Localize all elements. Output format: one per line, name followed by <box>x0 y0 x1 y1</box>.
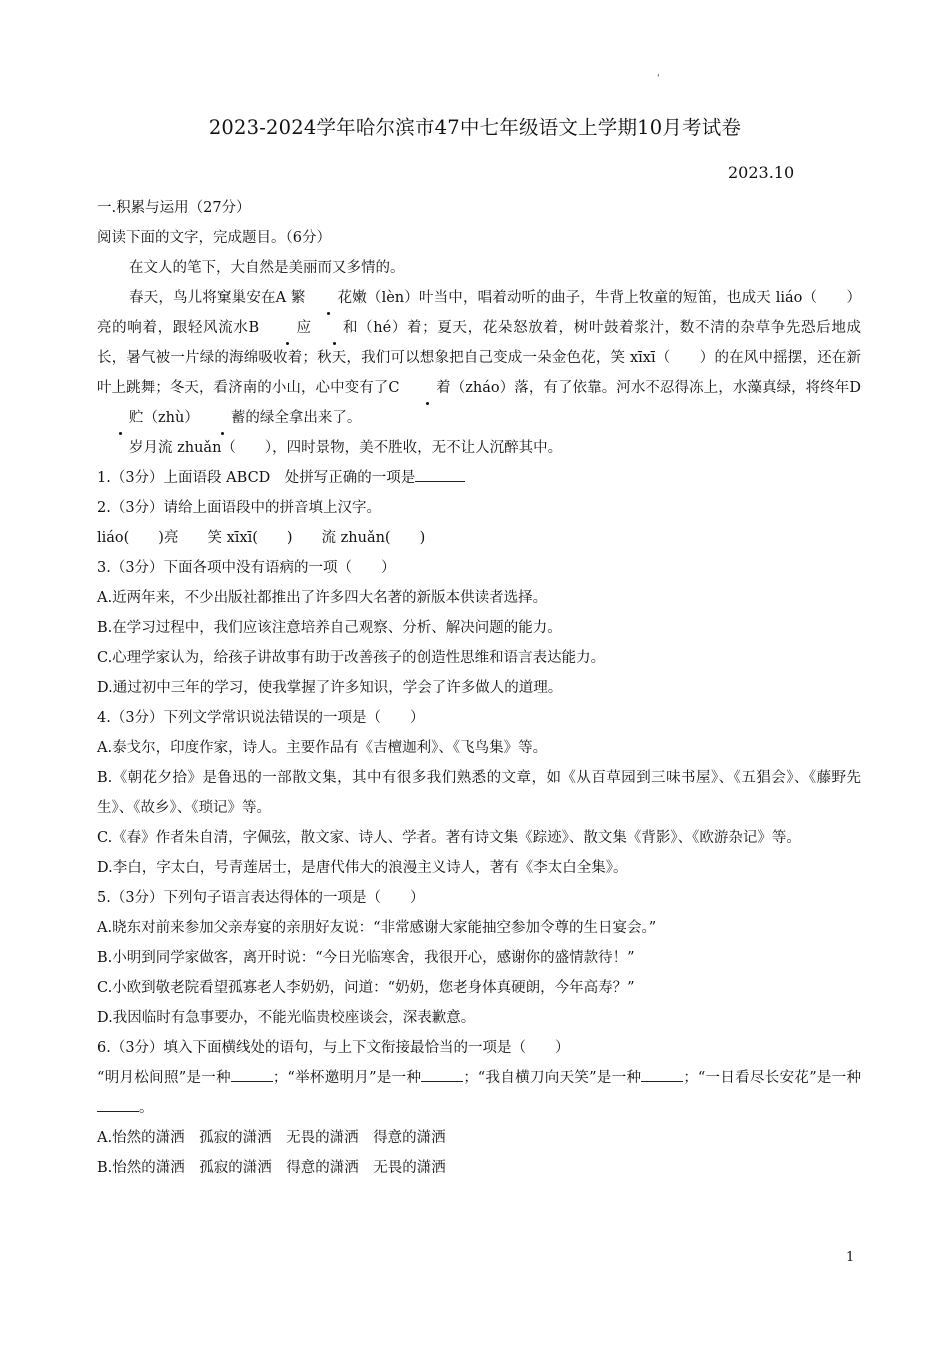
sentence-text: “明月松间照”是一种 <box>97 1070 231 1086</box>
question-4-option-b: B.《朝花夕拾》是鲁迅的一部散文集，其中有很多我们熟悉的文章，如《从百草园到三味书屋》、《五猖会》、《藤野先生》、《故乡》、《琐记》等。 <box>97 770 861 816</box>
question-2: 2.（3分）请给上面语段中的拼音填上汉字。 <box>97 500 382 516</box>
passage-paragraph-2 <box>97 283 861 433</box>
question-2-blanks: liáo( )亮 笑 xīxī( ) 流 zhuǎn( ) <box>97 530 426 546</box>
question-5-option-d: D.我因临时有急事要办，不能光临贵校座谈会，深表歉意。 <box>97 1010 476 1026</box>
sentence-text: ；“我自横刀向天笑”是一种 <box>463 1070 642 1086</box>
exam-date: 2023.10 <box>728 163 795 182</box>
question-3-option-c: C.心理学家认为，给孩子讲故事有助于改善孩子的创造性思维和语言表达能力。 <box>97 650 606 666</box>
question-3: 3.（3分）下面各项中没有语病的一项（ ） <box>97 560 396 576</box>
sentence-text: ；“一日看尽长安花”是一种 <box>683 1070 862 1086</box>
emphasis-char: 和 <box>311 313 358 343</box>
emphasis-char: 花 <box>306 283 353 313</box>
passage-text: 嫩 <box>352 290 367 306</box>
question-6: 6.（3分）填入下面横线处的语句，与上下文衔接最恰当的一项是（ ） <box>97 1040 570 1056</box>
answer-blank[interactable] <box>415 467 465 482</box>
question-5-option-c: C.小欧到敬老院看望孤寡老人李奶奶，问道：“奶奶，您老身体真硬朗，今年高寿？” <box>97 980 635 996</box>
emphasis-char: 着 <box>404 373 451 403</box>
top-mark: ' <box>657 74 660 84</box>
question-5-option-a: A.晓东对前来参加父亲寿宴的亲朋好友说：“非常感谢大家能抽空参加令尊的生日宴会。” <box>97 920 657 936</box>
passage-paragraph-1: 在文人的笔下，大自然是美丽而又多情的。 <box>129 260 405 276</box>
passage-paragraph-3: 岁月流 zhuǎn（ ），四时景物，美不胜收，无不让人沉醉其中。 <box>129 440 563 456</box>
question-1 <box>97 463 861 493</box>
answer-blank[interactable] <box>231 1067 273 1082</box>
emphasis-char: 蓄 <box>199 403 246 433</box>
sentence-text: 。 <box>139 1100 154 1116</box>
passage-text: 繁 <box>290 290 306 306</box>
sentence-text: ；“举杯邀明月”是一种 <box>272 1070 422 1086</box>
passage-text: （lèn）叶当中，唱着动听的曲子，牛背上牧童的短笛，也成天 liáo（ ）亮的响着，跟轻风流水B <box>97 290 862 336</box>
exam-title: 2023-2024学年哈尔滨市47中七年级语文上学期10月考试卷 <box>208 116 742 139</box>
section-heading: 一.积累与运用（27分） <box>97 200 251 216</box>
passage-text: （zhù） <box>143 410 199 426</box>
question-4-option-a: A.泰戈尔，印度作家，诗人。主要作品有《吉檀迦利》、《飞鸟集》等。 <box>97 740 548 756</box>
answer-blank[interactable] <box>97 1097 139 1112</box>
question-4-option-c: C.《春》作者朱自清，字佩弦，散文家、诗人、学者。著有诗文集《踪迹》、散文集《背影》、《欧游杂记》等。 <box>97 830 801 846</box>
answer-blank[interactable] <box>421 1067 463 1082</box>
emphasis-char: 贮 <box>97 403 144 433</box>
question-4: 4.（3分）下列文学常识说法错误的一项是（ ） <box>97 710 425 726</box>
question-6-option-b: B.怡然的潇洒 孤寂的潇洒 得意的潇洒 无畏的潇洒 <box>97 1160 446 1176</box>
passage-text: （zháo）落，有了依靠。河水不忍得冻上，水藻真绿，将终年D <box>450 380 861 396</box>
passage-text: 春天，鸟儿将窠巢安在A <box>129 290 291 306</box>
page-number: 1 <box>846 1250 855 1265</box>
question-4-option-d: D.李白，字太白，号青莲居士，是唐代伟大的浪漫主义诗人，著有《李太白全集》。 <box>97 860 628 876</box>
question-3-option-b: B.在学习过程中，我们应该注意培养自己观察、分析、解决问题的能力。 <box>97 620 562 636</box>
question-3-option-d: D.通过初中三年的学习，使我掌握了许多知识，学会了许多做人的道理。 <box>97 680 563 696</box>
exam-body <box>97 193 861 1183</box>
question-5-option-b: B.小明到同学家做客，离开时说：“今日光临寒舍，我很开心，感谢你的盛情款待！” <box>97 950 635 966</box>
passage-text: 的绿全拿出来了。 <box>245 410 362 426</box>
question-3-option-a: A.近两年来，不少出版社都推出了许多四大名著的新版本供读者选择。 <box>97 590 548 606</box>
emphasis-char: 应 <box>264 313 311 343</box>
answer-blank[interactable] <box>641 1067 683 1082</box>
question-5: 5.（3分）下列句子语言表达得体的一项是（ ） <box>97 890 425 906</box>
reading-instruction: 阅读下面的文字，完成题目。（6分） <box>97 230 331 246</box>
passage-text: （hé）着；夏天，花朵怒放着，树叶鼓着浆汁，数不清的杂草争先恐后地成长，暑气被一片绿的海绵吸收着；秋天，我们可以想象把自己变成一朵金色花，笑 xīxī（ ）的在风中摇摆，还在新叶上跳舞；冬天，看济南的小山，心中变有了C <box>97 320 861 396</box>
question-6-sentence <box>97 1063 861 1123</box>
question-1-text: 1.（3分）上面语段 ABCD 处拼写正确的一项是 <box>97 470 416 486</box>
question-6-option-a: A.怡然的潇洒 孤寂的潇洒 无畏的潇洒 得意的潇洒 <box>97 1130 446 1146</box>
